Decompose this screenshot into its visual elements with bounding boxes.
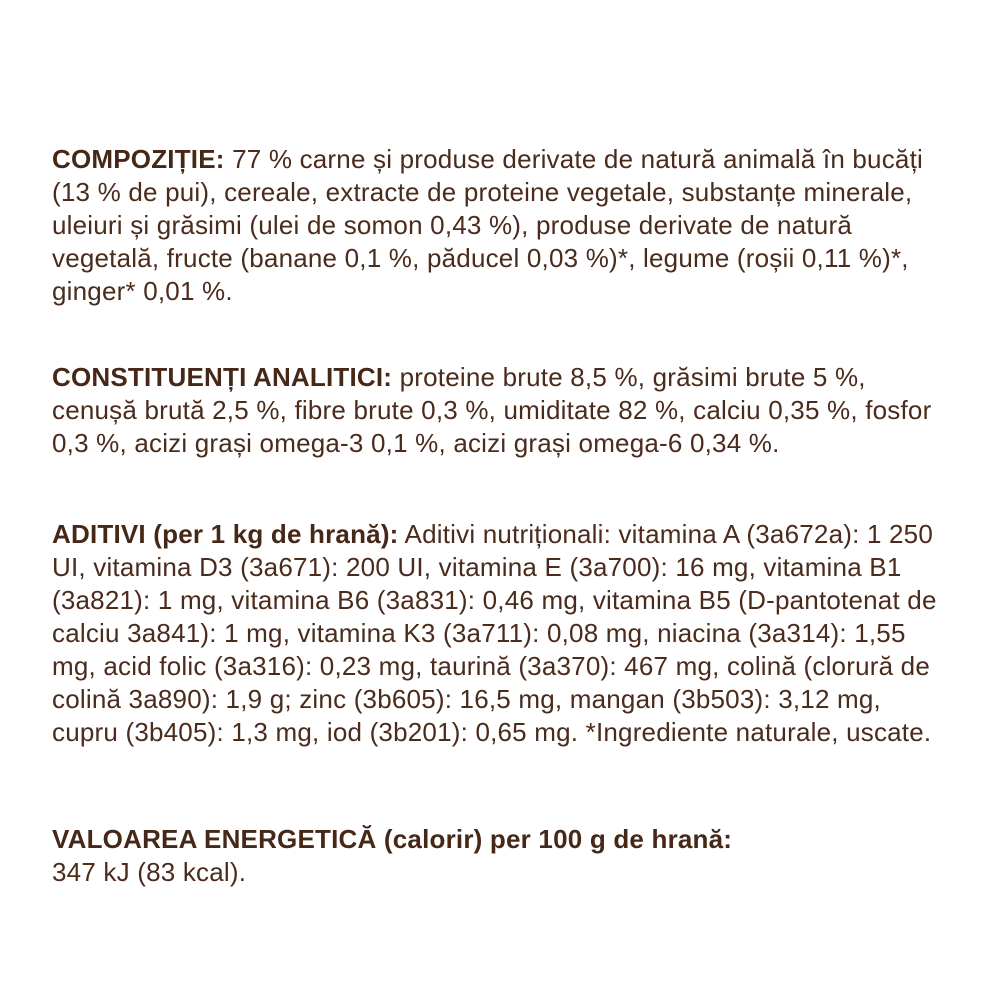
additives-text: Aditivi nutriționali: vitamina A (3a672a): 1 250 UI, vitamina D3 (3a671): 200 UI, vitamina E (3a700): 16 mg, vitamina B1 (3a821): 1 mg, vitamina B6 (3a831): 0,46 mg, vitamina B5 (D-pantotenat de calciu 3a841): 1 mg, vitamina K3 (3a711): 0,08 mg, niacina (3a314): 1,55 mg, acid folic (3a316): 0,23 mg, taurină (3a370): 467 mg, colină (clorură de colină 3a890): 1,9 g; zinc (3b605): 16,5 mg, mangan (3b503): 3,12 mg, cupru (3b405): 1,3 mg, iod (3b201): 0,65 mg. *Ingrediente naturale, uscate. [52,519,937,747]
additives-heading: ADITIVI (per 1 kg de hrană): [52,519,399,549]
composition-heading: COMPOZIȚIE: [52,144,225,174]
section-composition [52,143,952,308]
analytical-constituents-heading: CONSTITUENȚI ANALITICI: [52,362,393,392]
analytical-constituents-text: proteine brute 8,5 %, grăsimi brute 5 %, cenușă brută 2,5 %, fibre brute 0,3 %, umiditate 82 %, calciu 0,35 %, fosfor 0,3 %, acizi grași omega-3 0,1 %, acizi grași omega-6 0,34 %. [52,362,932,458]
section-analytical-constituents [52,361,952,460]
section-energy-value [52,823,952,889]
section-additives [52,518,952,749]
energy-value-heading: VALOAREA ENERGETICĂ (calorir) per 100 g de hrană: [52,824,733,854]
energy-value-text: 347 kJ (83 kcal). [52,857,247,887]
composition-text: 77 % carne și produse derivate de natură animală în bucăți (13 % de pui), cereale, extracte de proteine vegetale, substanțe minerale, uleiuri și grăsimi (ulei de somon 0,43 %), produse derivate de natură vegetală, fructe (banane 0,1 %, păducel 0,03 %)*, legume (roșii 0,11 %)*, ginger* 0,01 %. [52,144,923,306]
